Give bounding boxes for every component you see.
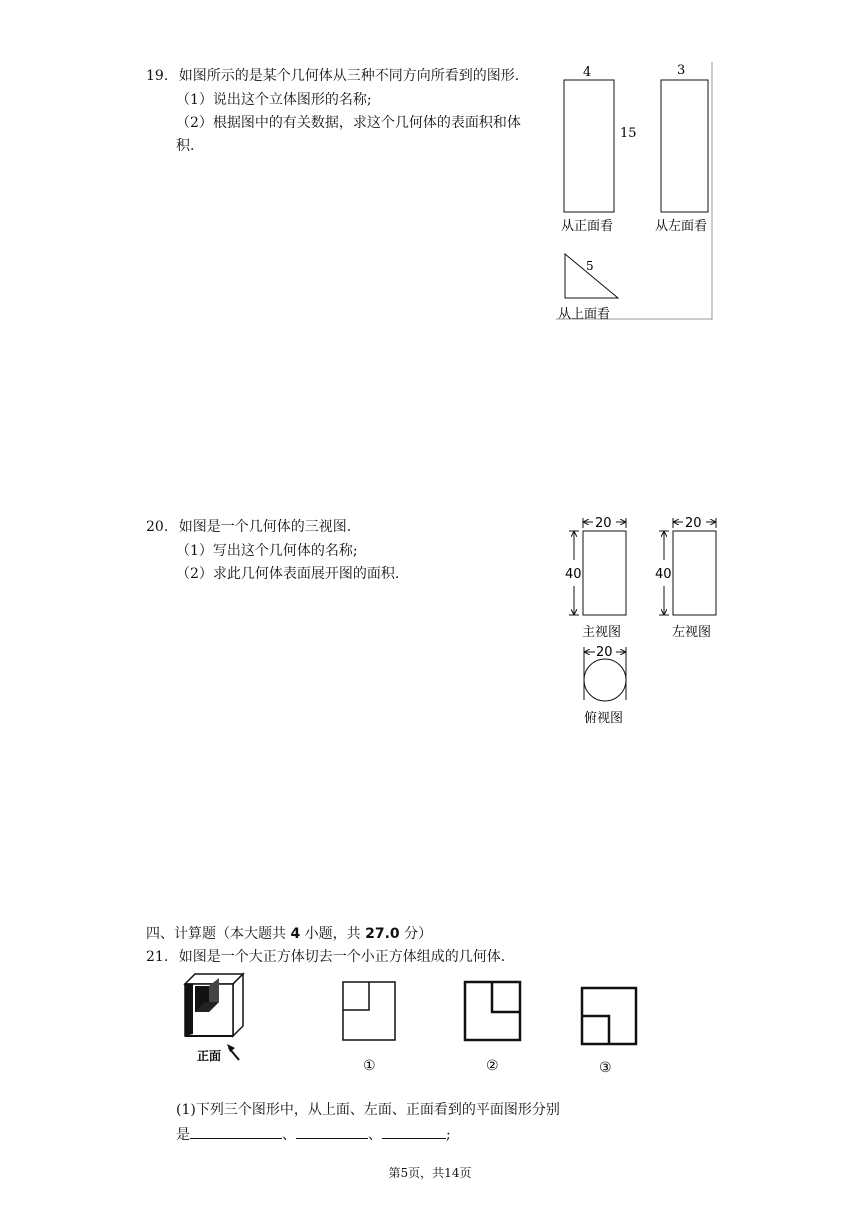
q19-front-caption: 从正面看 xyxy=(561,219,614,234)
q19-front-view xyxy=(564,80,614,212)
q21-sub1-start: 是 xyxy=(176,1127,190,1143)
q20-front-view xyxy=(583,531,626,615)
section4-score: 27.0 xyxy=(365,926,400,942)
section4-title-mid: 小题，共 xyxy=(304,926,361,942)
q21-separator-1: 、 xyxy=(282,1127,296,1143)
q21-answer-blank-1[interactable] xyxy=(190,1124,282,1139)
q21-sub1-line1: (1)下列三个图形中，从上面、左面、正面看到的平面图形分别 xyxy=(176,1102,560,1118)
q21-separator-2: 、 xyxy=(368,1127,382,1143)
q21-stem xyxy=(146,947,505,967)
q20-three-view-figure xyxy=(560,510,724,728)
q20-front-caption: 主视图 xyxy=(582,625,622,640)
section4-count: 4 xyxy=(290,926,301,942)
q21-sub1-end: ; xyxy=(446,1127,451,1143)
q21-mark-1: ① xyxy=(363,1058,376,1074)
q21-number: 21. xyxy=(146,949,169,965)
q20-front-width-label: 20 xyxy=(595,516,612,531)
section4-title-post: 分） xyxy=(404,926,433,942)
page-footer: 第5页，共14页 xyxy=(388,1166,472,1180)
q21-front-label: 正面 xyxy=(197,1049,222,1063)
q20-top-caption: 俯视图 xyxy=(584,711,624,726)
q20-sub1: （1）写出这个几何体的名称; xyxy=(176,543,358,559)
q20-stem xyxy=(146,517,351,537)
q19-front-height-label: 15 xyxy=(620,126,637,141)
q20-side-caption: 左视图 xyxy=(672,625,712,640)
q21-answer-blank-3[interactable] xyxy=(382,1124,446,1139)
q20-stem-text: 如图是一个几何体的三视图. xyxy=(178,519,352,535)
q19-stem xyxy=(146,66,519,86)
q19-stem-text: 如图所示的是某个几何体从三种不同方向所看到的图形. xyxy=(178,68,520,84)
q20-sub2: （2）求此几何体表面展开图的面积. xyxy=(176,566,400,582)
q19-number: 19. xyxy=(146,68,169,84)
q20-side-width-label: 20 xyxy=(685,516,702,531)
section4-heading xyxy=(146,924,432,944)
q19-top-caption: 从上面看 xyxy=(558,307,611,322)
q20-top-diameter-label: 20 xyxy=(596,645,613,660)
q21-cube-drawing xyxy=(185,974,243,1060)
q21-sub1-line2 xyxy=(176,1124,451,1145)
q21-figures xyxy=(175,970,655,1080)
q19-top-hyp-label: 5 xyxy=(586,259,594,273)
q20-front-height-label: 40 xyxy=(565,567,582,582)
q20-top-view xyxy=(584,659,626,701)
q19-left-view xyxy=(661,80,708,212)
q19-three-view-figure xyxy=(556,60,716,322)
q19-left-caption: 从左面看 xyxy=(655,219,708,234)
q21-mark-2: ② xyxy=(486,1058,499,1074)
section4-title-pre: 四、计算题（本大题共 xyxy=(146,926,286,942)
q19-sub1: （1）说出这个立体图形的名称; xyxy=(176,92,372,108)
q19-sub2-line1: （2）根据图中的有关数据，求这个几何体的表面积和体 xyxy=(176,115,521,131)
q21-answer-blank-2[interactable] xyxy=(296,1124,368,1139)
q21-mark-3: ③ xyxy=(599,1060,612,1076)
q20-side-height-label: 40 xyxy=(655,567,672,582)
q19-sub2-line2: 积. xyxy=(176,138,195,154)
q21-stem-text: 如图是一个大正方体切去一个小正方体组成的几何体. xyxy=(178,949,506,965)
q20-side-view xyxy=(673,531,716,615)
q19-left-width-label: 3 xyxy=(677,63,686,78)
q19-front-width-label: 4 xyxy=(583,65,592,80)
q20-number: 20. xyxy=(146,519,169,535)
